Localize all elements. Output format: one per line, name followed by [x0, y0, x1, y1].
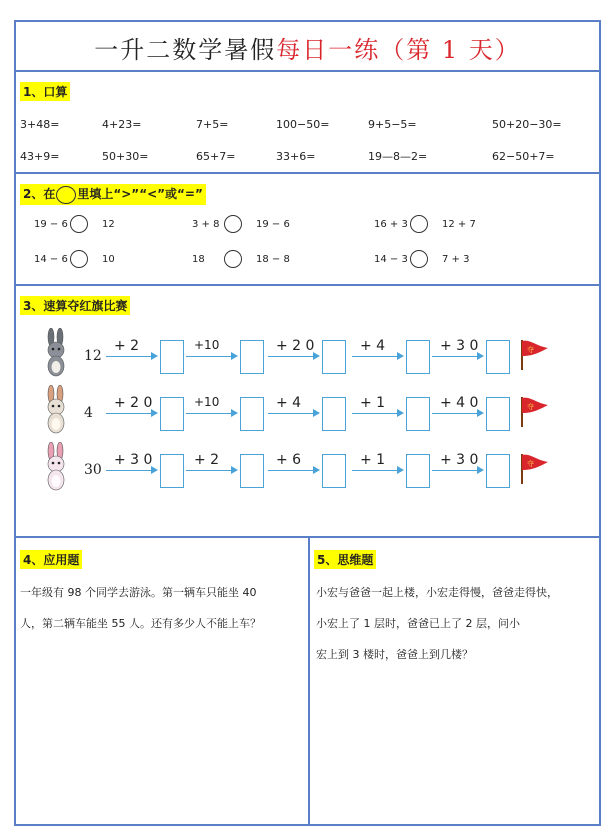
oral-math-problem: 3+48= — [20, 118, 60, 131]
oral-math-problem: 50+30= — [102, 150, 149, 163]
answer-box[interactable] — [406, 340, 430, 374]
answer-box[interactable] — [406, 454, 430, 488]
arrow-icon — [186, 356, 236, 357]
arrow-icon — [186, 470, 236, 471]
section5-text — [316, 577, 598, 670]
compare-answer-circle[interactable] — [70, 250, 88, 268]
start-number: 30 — [84, 462, 102, 478]
compare-answer-circle[interactable] — [224, 215, 242, 233]
divider — [16, 172, 599, 174]
oral-math-problem: 7+5= — [196, 118, 229, 131]
start-number: 4 — [84, 405, 93, 421]
section5-line: 小宏上了 1 层时，爸爸已上了 2 层，问小 — [316, 617, 520, 630]
divider — [16, 284, 599, 286]
compare-right: 12 — [102, 219, 115, 230]
title-red: 每日一练（第 1 天） — [276, 36, 521, 64]
compare-right: 12 + 7 — [442, 219, 476, 230]
operation-label: + 3 0 — [440, 338, 479, 354]
compare-left: 19 − 6 — [34, 219, 68, 230]
arrow-icon — [106, 356, 156, 357]
divider — [16, 70, 599, 72]
answer-box[interactable] — [240, 454, 264, 488]
compare-left: 3 + 8 — [192, 219, 220, 230]
answer-box[interactable] — [322, 340, 346, 374]
answer-box[interactable] — [322, 454, 346, 488]
arrow-icon — [268, 413, 318, 414]
compare-left: 16 + 3 — [374, 219, 408, 230]
operation-label: + 2 — [114, 338, 140, 354]
arrow-icon — [432, 413, 482, 414]
operation-label: + 2 — [194, 452, 220, 468]
arrow-icon — [268, 470, 318, 471]
oral-math-problem: 4+23= — [102, 118, 142, 131]
compare-answer-circle[interactable] — [410, 215, 428, 233]
answer-box[interactable] — [160, 454, 184, 488]
red-flag-icon — [516, 338, 550, 376]
section5-line: 宏上到 3 楼时，爸爸上到几楼？ — [316, 648, 473, 661]
red-flag-icon — [516, 395, 550, 433]
operation-label: + 4 — [276, 395, 302, 411]
arrow-icon — [268, 356, 318, 357]
arrow-icon — [352, 413, 402, 414]
section2-heading: 2、在 里填上“>”“<”或“=” — [20, 184, 206, 205]
arrow-icon — [186, 413, 236, 414]
answer-box[interactable] — [160, 397, 184, 431]
start-number: 12 — [84, 348, 102, 364]
arrow-icon — [106, 470, 156, 471]
operation-label: + 1 — [360, 395, 386, 411]
rabbit-icon — [42, 328, 70, 382]
compare-right: 10 — [102, 254, 115, 265]
section5-heading: 5、思维题 — [314, 550, 376, 569]
section3-heading: 3、速算夺红旗比赛 — [20, 296, 130, 315]
operation-label: + 2 0 — [276, 338, 315, 354]
title-black: 一升二数学暑假 — [94, 36, 277, 64]
answer-box[interactable] — [322, 397, 346, 431]
operation-label: + 4 0 — [440, 395, 479, 411]
compare-answer-circle[interactable] — [70, 215, 88, 233]
worksheet — [14, 20, 601, 826]
compare-answer-circle[interactable] — [410, 250, 428, 268]
answer-box[interactable] — [486, 397, 510, 431]
oral-math-problem: 19—8—2= — [368, 150, 428, 163]
operation-label: +10 — [194, 395, 220, 409]
operation-label: + 1 — [360, 452, 386, 468]
compare-answer-circle[interactable] — [224, 250, 242, 268]
oral-math-problem: 9+5−5= — [368, 118, 417, 131]
section4-text — [20, 577, 302, 639]
oral-math-problem: 65+7= — [196, 150, 236, 163]
arrow-icon — [432, 356, 482, 357]
operation-label: + 4 — [360, 338, 386, 354]
answer-box[interactable] — [486, 454, 510, 488]
svg-text:夺: 夺 — [527, 346, 534, 354]
arrow-icon — [352, 356, 402, 357]
red-flag-icon — [516, 452, 550, 490]
oral-math-problem: 43+9= — [20, 150, 60, 163]
section5-line: 小宏与爸爸一起上楼，小宏走得慢，爸爸走得快， — [316, 586, 558, 599]
oral-math-problem: 100−50= — [276, 118, 330, 131]
compare-left: 14 − 3 — [374, 254, 408, 265]
divider-vertical — [308, 536, 310, 826]
oral-math-problem: 33+6= — [276, 150, 316, 163]
section4-line: 一年级有 98 个同学去游泳。第一辆车只能坐 40 — [20, 586, 257, 599]
arrow-icon — [106, 413, 156, 414]
answer-box[interactable] — [486, 340, 510, 374]
operation-label: + 3 0 — [114, 452, 153, 468]
compare-left: 18 — [192, 254, 205, 265]
operation-label: +10 — [194, 338, 220, 352]
rabbit-icon — [42, 442, 70, 496]
oral-math-problem: 62−50+7= — [492, 150, 555, 163]
section1-heading: 1、口算 — [20, 82, 70, 101]
svg-text:夺: 夺 — [527, 403, 534, 411]
answer-box[interactable] — [406, 397, 430, 431]
answer-box[interactable] — [160, 340, 184, 374]
operation-label: + 3 0 — [440, 452, 479, 468]
compare-left: 14 − 6 — [34, 254, 68, 265]
rabbit-icon — [42, 385, 70, 439]
compare-right: 7 + 3 — [442, 254, 470, 265]
compare-right: 18 − 8 — [256, 254, 290, 265]
section4-heading: 4、应用题 — [20, 550, 82, 569]
operation-label: + 6 — [276, 452, 302, 468]
svg-text:夺: 夺 — [527, 460, 534, 468]
circle-icon — [56, 186, 76, 204]
operation-label: + 2 0 — [114, 395, 153, 411]
oral-math-problem: 50+20−30= — [492, 118, 562, 131]
section4-line: 人，第二辆车能坐 55 人。还有多少人不能上车？ — [20, 617, 261, 630]
compare-right: 19 − 6 — [256, 219, 290, 230]
page-title — [16, 30, 599, 65]
arrow-icon — [432, 470, 482, 471]
answer-box[interactable] — [240, 340, 264, 374]
arrow-icon — [352, 470, 402, 471]
answer-box[interactable] — [240, 397, 264, 431]
